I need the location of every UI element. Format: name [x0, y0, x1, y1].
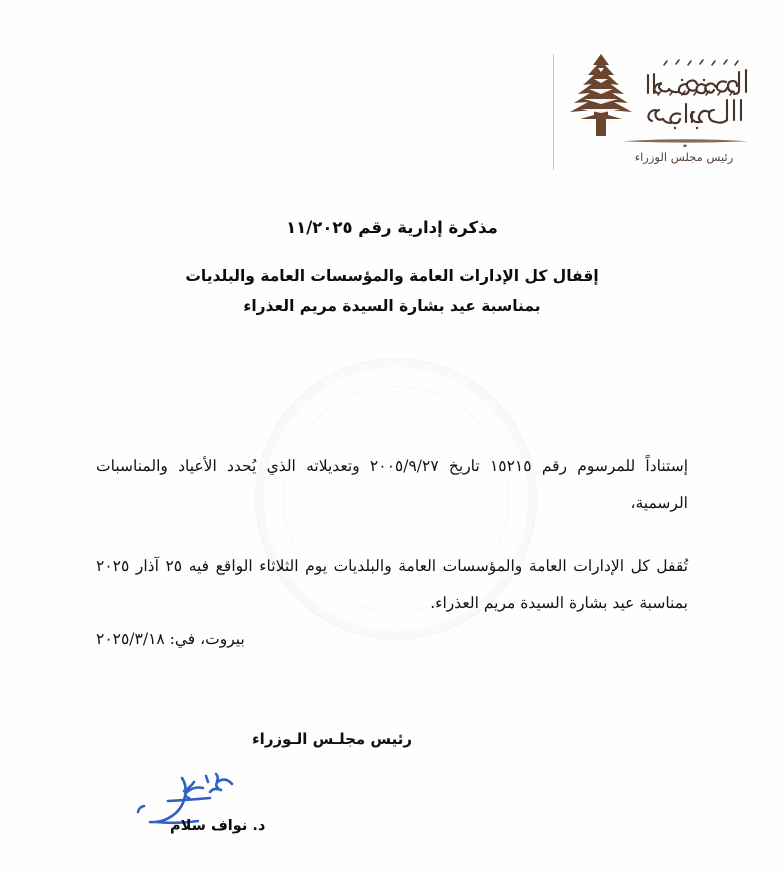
document-body	[96, 432, 688, 637]
body-paragraph-1: إستناداً للمرسوم رقم ١٥٢١٥ تاريخ ٢٠٠٥/٩/٢٧ وتعديلاته الذي يُحدد الأعياد والمناسبات الرسمية،	[96, 456, 689, 512]
republic-calligraphy-logo	[642, 54, 754, 134]
document-title: مذكرة إدارية رقم ١١/٢٠٢٥	[286, 218, 498, 237]
subject-line-1: إقفال كل الإدارات العامة والمؤسسات العامة والبلديات	[185, 267, 599, 285]
ornamental-rule	[620, 136, 750, 148]
signature-block	[112, 730, 412, 850]
letterhead-divider	[553, 54, 554, 170]
subject-line-2: بمناسبة عيد بشارة السيدة مريم العذراء	[243, 297, 541, 315]
letterhead-inner	[562, 50, 758, 175]
title-block	[0, 218, 784, 321]
signatory-role: رئيس مجلـس الـوزراء	[252, 730, 412, 748]
body-paragraph-2: تُقفل كل الإدارات العامة والمؤسسات العامة والبلديات يوم الثلاثاء الواقع فيه ٢٥ آذار ٢٠٢٥ بمناسبة عيد بشارة السيدة مريم العذراء.	[96, 556, 689, 612]
signatory-name: د. نواف سلام	[170, 818, 266, 834]
document-subject	[0, 261, 784, 321]
letterhead	[518, 50, 758, 175]
letterhead-subtitle: رئيس مجلس الوزراء	[634, 150, 734, 164]
place-and-date: بيروت، في: ٢٠٢٥/٣/١٨	[96, 630, 245, 648]
emblem-row	[562, 50, 758, 138]
cedar-tree-icon	[564, 52, 638, 136]
